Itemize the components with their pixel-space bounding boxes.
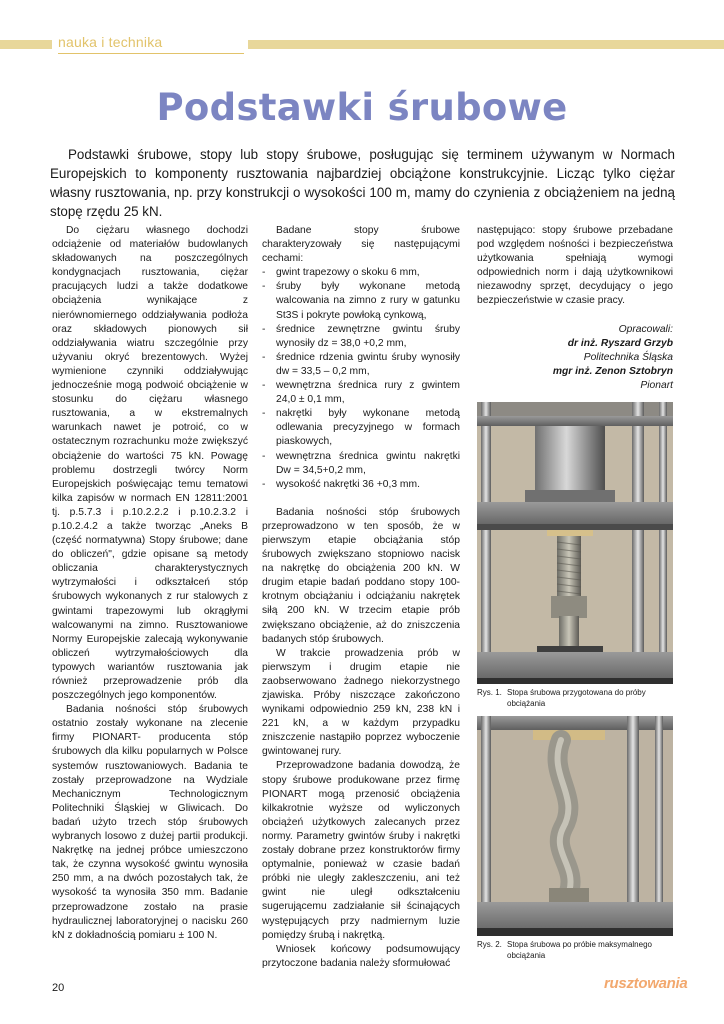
buckled-screw-image xyxy=(477,716,673,936)
credits-label: Opracowali: xyxy=(618,323,673,335)
affiliation-2: Pionart xyxy=(640,379,673,391)
header-bar-right xyxy=(248,40,724,49)
figure-1-photo xyxy=(477,402,673,684)
col3-paragraph: następująco: stopy śrubowe przebadane pod względem nośności i bezpieczeństwa użytkowania spełniają wymogi odpowiednich norm i dają użytkownikowi niezawodny sprzęt, decydujący o jego bezpieczeństwie w czasie pracy. xyxy=(477,225,673,307)
section-label: nauka i technika xyxy=(58,34,163,50)
feature-item: - gwint trapezowy o skoku 6 mm, xyxy=(262,266,460,280)
column-2 xyxy=(262,224,460,971)
feature-item: - wewnętrzna średnica gwintu nakrętki Dw = 34,5+0,2 mm, xyxy=(262,450,460,478)
author-2: mgr inż. Zenon Sztobryn xyxy=(552,365,673,377)
figure-1-caption xyxy=(477,688,673,709)
feature-item: - średnice zewnętrzne gwintu śruby wynosiły dz = 38,0 +0,2 mm, xyxy=(262,323,460,351)
article-lead xyxy=(50,145,675,221)
feature-item: - wysokość nakrętki 36 +0,3 mm. xyxy=(262,478,460,492)
col2-paragraph-proof: Przeprowadzone badania dowodzą, że stopy śrubowe produkowane przez firmę PIONART mogą przenosić obciążenia kilkakrotnie wyższe od wyliczonych obciążeń użytkowych zalecanych przez normy. Parametry gwintów śruby i nakrętki zostały dobrane przez konstruktorów firmy optymalnie, ponieważ w czasie badań próbki nie uległy zakleszczeniu, ani też gwint nie uległ odkształceniu sugerującemu zadziałanie sił ścinających występujących przy nadmiernym luzie pomiędzy śrubą i nakrętką. xyxy=(262,760,460,941)
figure-2-caption xyxy=(477,940,673,961)
feature-item: - śruby były wykonane metodą walcowania na zimno z rury w gatunku St3S i pokryte powłoką cynkową, xyxy=(262,280,460,322)
col2-paragraph-test: Badania nośności stóp śrubowych przeprowadzono w ten sposób, że w pierwszym etapie obciążania stóp śrubowych zwiększano stopniowo nacisk na nakrętkę do obciążenia 200 kN. W drugim etapie badań poddano stopy 100-krotnym obciążaniu i odciążaniu nakrętek siłą 200 kN. W trzecim etapie prób zwiększano obciążenie, aż do zniszczenia badanych stóp śrubowych. xyxy=(262,506,460,645)
feature-item: - średnice rdzenia gwintu śruby wynosiły dw = 33,5 – 0,2 mm, xyxy=(262,351,460,379)
author-1: dr inż. Ryszard Grzyb xyxy=(567,337,673,349)
credits xyxy=(477,323,673,393)
col1-paragraph-1: Do ciężaru własnego dochodzi odciążenie od materiałów budowlanych składowanych na poszczególnych kondygnacjach rusztowania, ciężar pracujących ludzi a także dodatkowe obciążenia wynikające z nierównomiernego oddziaływania podłoża oraz składowych pionowych sił oddziaływania wiatru szczególnie przy użyvaniu okryć brezentowych. Wyżej wymienione czynniki oddziaływując jednocześnie mogą podwoić obciążenie w stosunku do ciężaru własnego rusztowania, a w ekstremalnych warunkach nawet je potroić, co w ostatecznym rozrachunku może zwiększyć obciążenie do wartości 75 kN. Powagę problemu dostrzegli twórcy Norm Europejskich poświęcając temu tematowi kilka zapisów w normach EN 12811:2001 tj. p.5.7.3 i p.10.2.2.2 i p.10.2.3.2 i p.10.2.4.2 a także tworząc „Aneks B (część normatywna) Stopy śrubowe; dane do obliczeń", gdzie opisane są metody obliczania charakterystycznych wytrzymałości i odkształceń stóp śrubowych wykonanych z rur stalowych z gwintami trapezowymi lub okrągłymi walcowanymi na zimno. Rusztowaniowe Normy Europejskie zalecają wykonywanie obliczeń wytrzymałościowych dla typowych wariantów rusztowania jak również przeprowadzenie prób dla poszczególnych jego komponentów. xyxy=(52,225,248,702)
col1-paragraph-2: Badania nośności stóp śrubowych ostatnio zostały wykonane na zlecenie firmy PIONART- producenta stóp śrubowych dla kilku popularnych w Polsce systemów rusztowaniowych. Badania te zostały przeprowadzone na Wydziale Mechanicznym Technologicznym Politechniki Śląskiej w Gliwicach. Do badań użyto trzech stóp śrubowych wybranych losowo z dużej partii produkcji. Nakrętkę na jednej próbce umieszczono tak, że czynna wysokość gwintu wynosiła 250 mm, a na dwóch pozostałych tak, że wysokość ta wynosiła 350 mm. Badanie przeprowadzone zostało na prasie hydraulicznej laboratoryjnej o nacisku 260 kN z dokładnością pomiaru ± 100 N. xyxy=(52,704,248,941)
article-title: Podstawki śrubowe xyxy=(156,86,568,129)
lead-text: Podstawki śrubowe, stopy lub stopy śrubowe, posługując się terminem używanym w Normach Europejskich to komponenty rusztowania najbardziej obciążone konstrukcyjnie. Licząc tylko ciężar własny rusztowania, np. przy konstrukcji o wysokości 100 m, mamy do czynienia z obciążeniem na jedną stopę rzędu 25 kN. xyxy=(50,147,675,219)
magazine-logo: rusztowania xyxy=(604,975,688,992)
press-test-setup-image xyxy=(477,402,673,684)
page-number: 20 xyxy=(52,982,65,994)
features-intro: Badane stopy śrubowe charakteryzowały się następującymi cechami: xyxy=(262,225,460,265)
col2-paragraph-final: Wniosek końcowy podsumowujący przytoczone badania należy sformułować xyxy=(262,943,460,969)
col2-paragraph-results: W trakcie prowadzenia prób w pierwszym i drugim etapie nie zaobserwowano żadnego niekorzystnego zjawiska. Próby niszczące zakończono wynikami odpowiednio 259 kN, 238 kN i 221 kN, a w każdym przypadku zniszczenie nastąpiło poprzez wyboczenie gwintowanej rury. xyxy=(262,647,460,758)
column-3 xyxy=(477,224,673,393)
feature-item: - wewnętrzna średnica rury z gwintem 24,0 ± 0,1 mm, xyxy=(262,379,460,407)
figure-1-number: Rys. 1. xyxy=(477,688,502,697)
figure-2-number: Rys. 2. xyxy=(477,940,502,949)
figure-2-photo xyxy=(477,716,673,936)
section-underline xyxy=(58,53,244,54)
column-1 xyxy=(52,224,248,943)
feature-item: - nakrętki były wykonane metodą odlewania precyzyjnego w formach piaskowych, xyxy=(262,407,460,449)
paragraph-gap xyxy=(262,492,460,506)
header-bar-left xyxy=(0,40,52,49)
affiliation-1: Politechnika Śląska xyxy=(583,351,673,363)
figure-1-text: Stopa śrubowa przygotowana do próby obciążania xyxy=(507,688,646,708)
features-list xyxy=(262,266,460,492)
figure-2-text: Stopa śrubowa po próbie maksymalnego obciążania xyxy=(507,940,652,960)
